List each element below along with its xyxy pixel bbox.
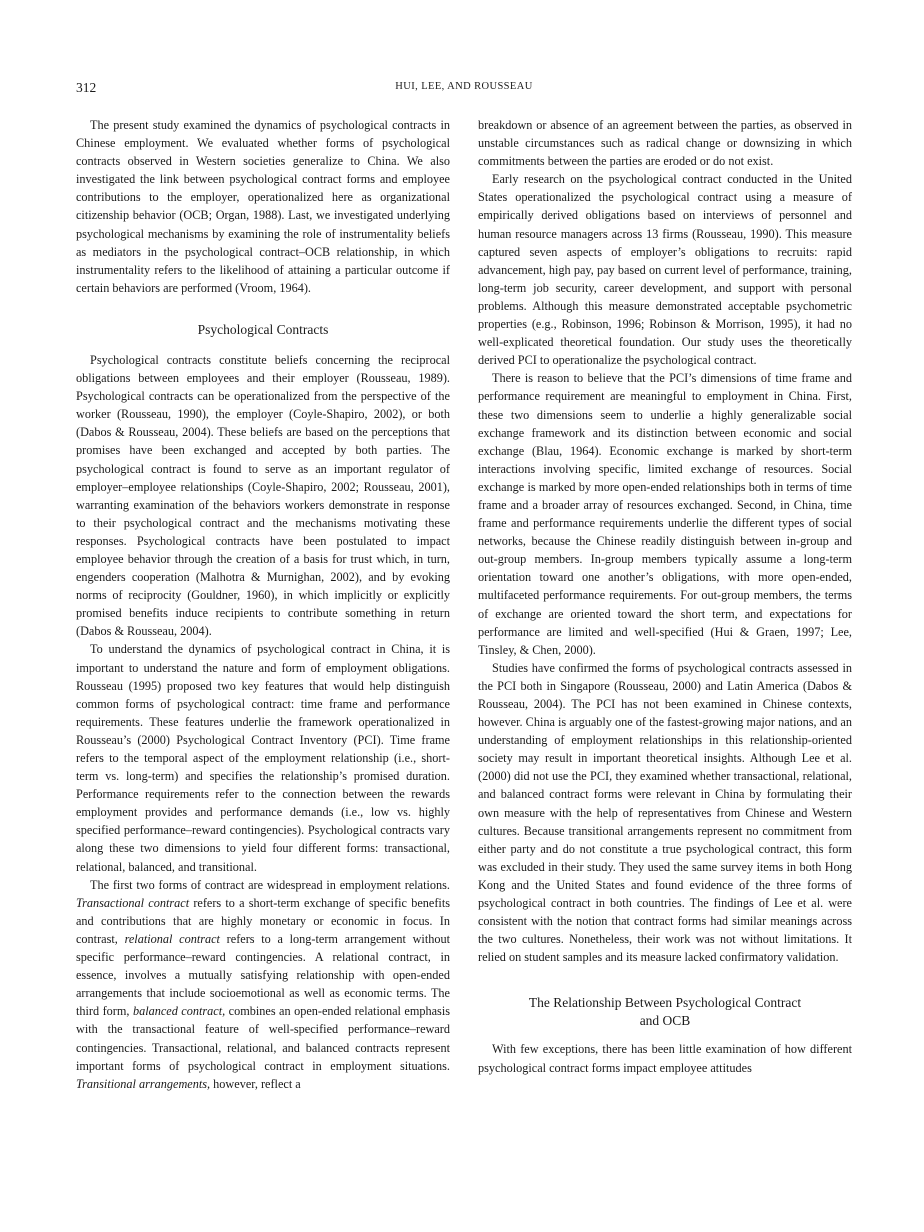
heading-line: and OCB [639, 1013, 691, 1029]
term-transactional-contract: Transactional contract [76, 895, 190, 910]
term-relational-contract: relational contract [124, 931, 220, 946]
text-run: however, reflect a [210, 1076, 301, 1091]
paragraph: To understand the dynamics of psychological contract in China, it is important to understand the nature and form of employment obligations. Rousseau (1995) proposed two key features that would help distinguish common forms of psychological contract: time frame and performance requirements. These features underlie the framework operationalized in Rousseau’s (2000) Psychological Contract Inventory (PCI). Time frame refers to the temporal aspect of the employment relationship (i.e., short-term vs. long-term) and specifies the relationship’s promised duration. Performance requirements refer to the connection between the rewards employment provides and performance demands (i.e., low vs. highly specified performance–reward contingencies). Psychological contracts vary along these two dimensions to yield four different forms: transactional, relational, balanced, and transitional. [76, 642, 450, 874]
section-heading-psychological-contracts: Psychological Contracts [197, 321, 329, 337]
paragraph: Early research on the psychological contract conducted in the United States operationalized the psychological contract using a measure of empirically derived obligations based on interviews of personnel and human resource managers across 13 firms (Rousseau, 1990). This measure captured seven aspects of employer’s obligations to recruits: rapid advancement, high pay, pay based on current level of performance, training, long-term job security, career development, and support with personal problems. Although this measure demonstrated acceptable psychometric properties (e.g., Robinson, 1996; Robinson & Morrison, 1995), it had no well-explicated theoretical foundation. Our study uses the theoretically derived PCI to operationalize the psychological contract. [478, 172, 852, 368]
text-run: The first two forms of contract are widespread in employment relations. [90, 877, 450, 892]
paragraph: With few exceptions, there has been little examination of how different psychological contract forms impact employee attitudes [478, 1042, 852, 1075]
term-balanced-contract: balanced contract, [132, 1004, 226, 1019]
intro-paragraph: The present study examined the dynamics of psychological contracts in Chinese employment. We evaluated whether forms of psychological contracts observed in Western societies generalize to China. We also investigated the link between psychological contract forms and employee contributions to the employer, operationalized here as organizational citizenship behavior (OCB; Organ, 1988). Last, we investigated underlying psychological mechanisms by examining the role of instrumentality beliefs as mediators in the psychological contract–OCB relationship, in which instrumentality refers to the likelihood of attaining a particular outcome if certain behaviors are performed (Vroom, 1964). [76, 118, 450, 295]
paragraph: Psychological contracts constitute beliefs concerning the reciprocal obligations between employees and their employer (Rousseau, 1989). Psychological contracts can be operationalized from the perspective of the worker (Rousseau, 1990), the employer (Coyle-Shapiro, 2002), or both (Dabos & Rousseau, 2004). These beliefs are based on the perceptions that promises have been exchanged and accepted by both parties. The psychological contract is found to serve as an important regulator of employer–employee relationships (Coyle-Shapiro, 2002; Rousseau, 2001), warranting examination of the behaviors workers demonstrate in response to their psychological contract and the mechanisms motivating these responses. Psychological contracts have been postulated to impact employee behavior through the creation of a basis for trust which, in turn, engenders cooperation (Malhotra & Murnighan, 2002), and by evoking norms of reciprocity (Gouldner, 1960), in which implicitly or explicitly promised benefits induce recipients to contribute something in return (Dabos & Rousseau, 2004). [76, 352, 450, 639]
text-run: combines an open-ended relational emphasis with the transactional feature of well-specified performance–reward contingencies. Transactional, relational, and balanced contracts represent important forms of psychological contract in employment situations. [76, 1004, 450, 1073]
text-run: refers to a long-term arrangement without specific performance–reward contingencies. A relational contract, in essence, involves a mutually satisfying relationship with open-ended arrangements that include socioemotional as well as economic terms. The third form, [76, 931, 451, 1019]
left-column [76, 116, 450, 1093]
section-heading-contract-and-ocb [478, 994, 852, 1030]
running-head: HUI, LEE, AND ROUSSEAU [395, 81, 533, 92]
paragraph: Studies have confirmed the forms of psychological contracts assessed in the PCI both in Singapore (Rousseau, 2000) and Latin America (Dabos & Rousseau, 2004). The PCI has not been examined in Chinese contexts, however. China is arguably one of the fastest-growing major nations, and an understanding of employment relationships in this relationship-oriented society may result in important theoretical insights. Although Lee et al. (2000) did not use the PCI, they examined whether transactional, relational, and balanced contract forms were relevant in China by formulating their own measure with the help of representatives from Chinese and Western cultures. Because transitional arrangements represent no commitment from either party and do not constitute a true psychological contract, this form was excluded in their study. They used the same survey items in both Hong Kong and the United States and found evidence of the three forms of psychological contract in both countries. The findings of Lee et al. were consistent with the notion that contract forms had similar meanings across the two cultures. Nonetheless, their work was not without limitations. It relied on student samples and its measure lacked confirmatory validation. [478, 660, 852, 965]
page-number: 312 [76, 80, 97, 95]
heading-line: The Relationship Between Psychological Contract [528, 995, 802, 1011]
term-transitional-arrangements: Transitional arrangements, [76, 1076, 211, 1091]
text-run: refers to a short-term exchange of specific benefits and contributions that are highly monetary or economic in focus. In contrast, [76, 895, 450, 946]
paragraph-continued: breakdown or absence of an agreement between the parties, as observed in unstable circumstances such as radical change or downsizing in which commitments between the parties are eroded or do not exist. [478, 118, 852, 169]
right-column [478, 116, 852, 1077]
paragraph: There is reason to believe that the PCI’s dimensions of time frame and performance requirement are meaningful to employment in China. First, these two dimensions seem to underlie a highly generalizable social exchange framework and its distinction between economic and social exchange (Blau, 1964). Economic exchange is marked by short-term interactions involving specific, limited exchange of resources. Social exchange is marked by more open-ended relationships both in terms of time frame and a broader array of resources exchanged. Second, in China, time frame and performance requirements underlie the different types of social networks, because the Chinese readily distinguish between in-group and out-group members. In-group members typically assume a long-term orientation toward one another’s obligations, with more open-ended, multifaceted performance requirements. For out-group members, the terms of exchange are oriented toward the short term, and expectations for performance are limited and well-specified (Hui & Graen, 1997; Lee, Tinsley, & Chen, 2000). [478, 371, 852, 657]
page-header [76, 80, 852, 96]
paragraph-contract-forms [76, 876, 450, 1093]
